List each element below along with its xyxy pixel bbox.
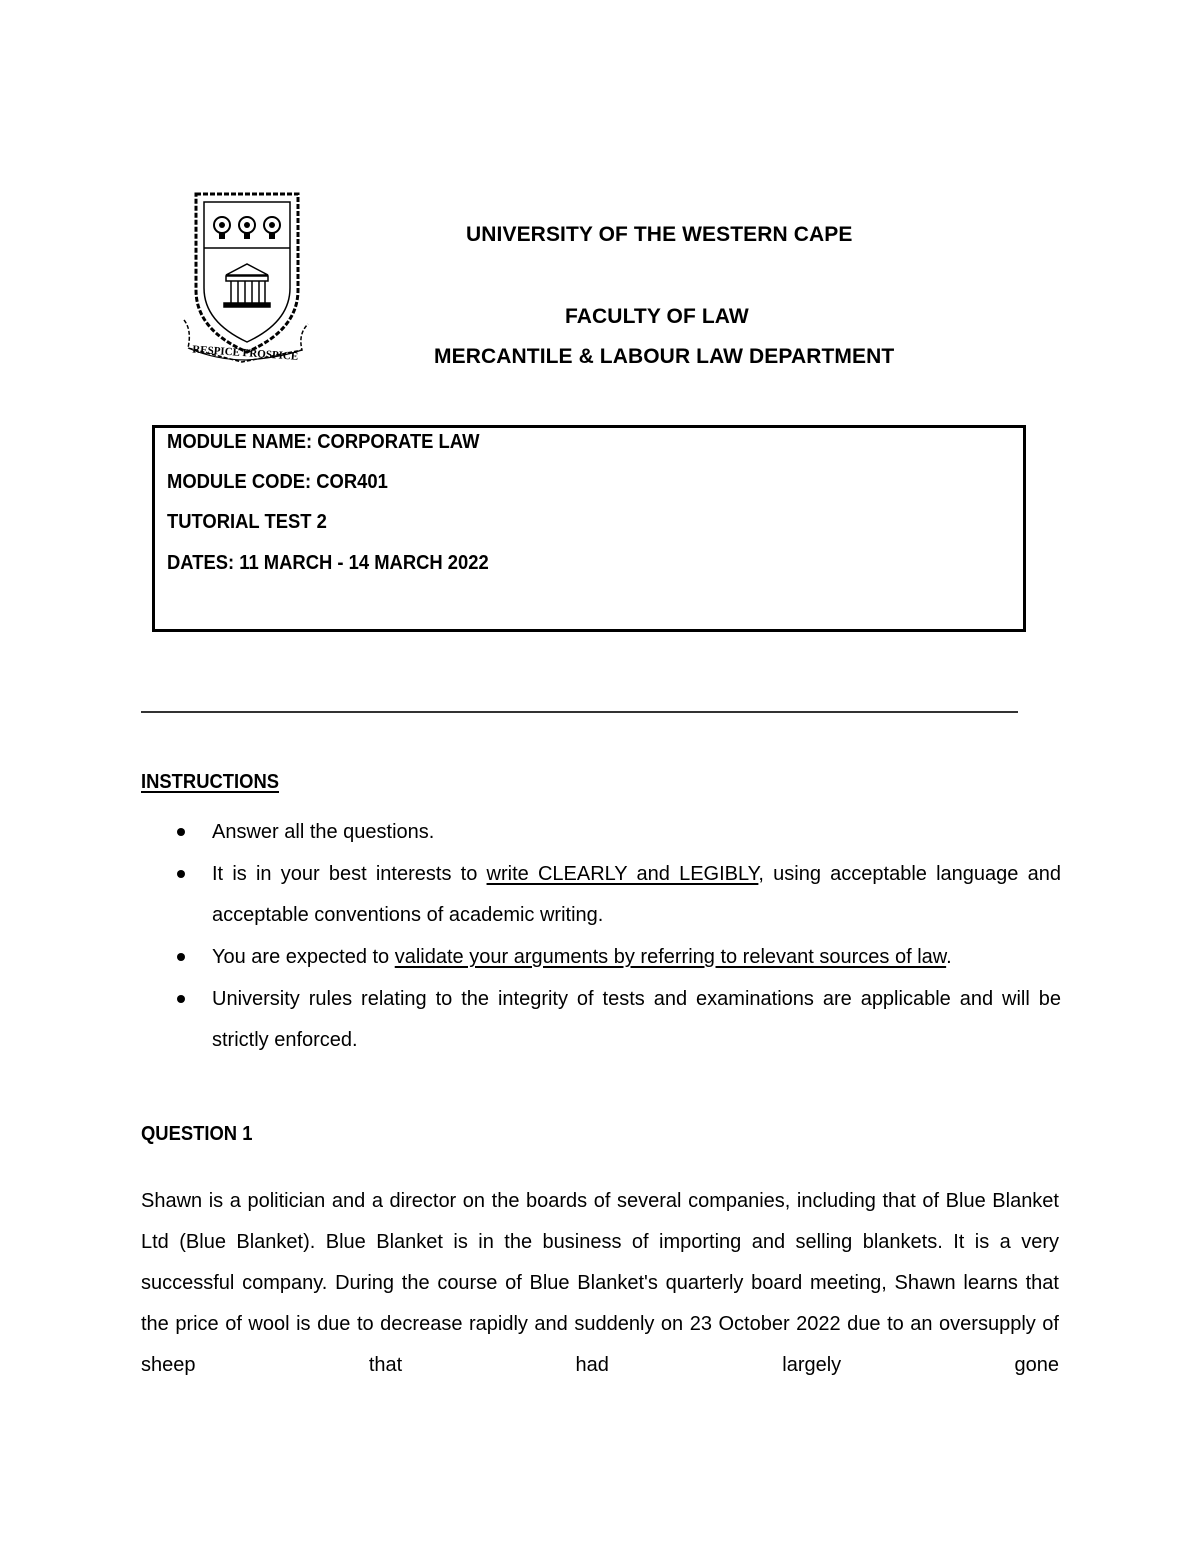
instruction-text-plain: , using acceptable language and acceptable conventions of academic writing. (212, 863, 1061, 926)
test-title: TUTORIAL TEST 2 (167, 511, 327, 533)
module-name: MODULE NAME: CORPORATE LAW (167, 431, 480, 453)
bullet-icon (177, 953, 185, 961)
university-name: UNIVERSITY OF THE WESTERN CAPE (466, 223, 853, 246)
instruction-text (212, 979, 1061, 1061)
bullet-icon (177, 870, 185, 878)
test-dates: DATES: 11 MARCH - 14 MARCH 2022 (167, 552, 489, 574)
instruction-text (212, 937, 1061, 978)
instruction-item (141, 937, 1061, 978)
instruction-text-plain: . (946, 946, 952, 968)
instruction-text-plain: You are expected to (212, 946, 395, 968)
instruction-text-plain: It is in your best interests to (212, 863, 487, 885)
department-name: MERCANTILE & LABOUR LAW DEPARTMENT (434, 345, 895, 368)
instruction-text (212, 812, 1061, 853)
instruction-text (212, 854, 1061, 936)
instructions-list (141, 812, 1061, 1062)
instruction-text-plain: University rules relating to the integrity of tests and examinations are applicable and will be strictly enforced. (212, 988, 1061, 1051)
instruction-text-emphasis: validate your arguments by referring to relevant sources of law (394, 946, 947, 968)
instructions-heading: INSTRUCTIONS (141, 771, 279, 793)
instruction-text-emphasis: write CLEARLY and LEGIBLY (486, 863, 759, 885)
question-1-heading: QUESTION 1 (141, 1123, 253, 1145)
bullet-icon (177, 995, 185, 1003)
module-info-box (152, 425, 1026, 632)
instruction-item (141, 812, 1061, 853)
instruction-item (141, 979, 1061, 1061)
module-code: MODULE CODE: COR401 (167, 471, 388, 493)
instruction-text-plain: Answer all the questions. (212, 821, 435, 843)
question-1-body: Shawn is a politician and a director on the boards of several companies, including that of Blue Blanket Ltd (Blue Blanket). Blue Blanket is in the business of importing and selling blankets. It is a very successful company. During the course of Blue Blanket's quarterly board meeting, Shawn learns that the price of wool is due to decrease rapidly and suddenly on 23 October 2022 due to an oversupply of sheep that had largely gone (141, 1190, 1059, 1376)
horizontal-divider (141, 711, 1018, 713)
svg-text:RESPICE PROSPICE: RESPICE PROSPICE (191, 343, 299, 363)
university-crest-icon (182, 190, 310, 370)
faculty-name: FACULTY OF LAW (565, 305, 749, 328)
bullet-icon (177, 828, 185, 836)
instruction-item (141, 854, 1061, 936)
